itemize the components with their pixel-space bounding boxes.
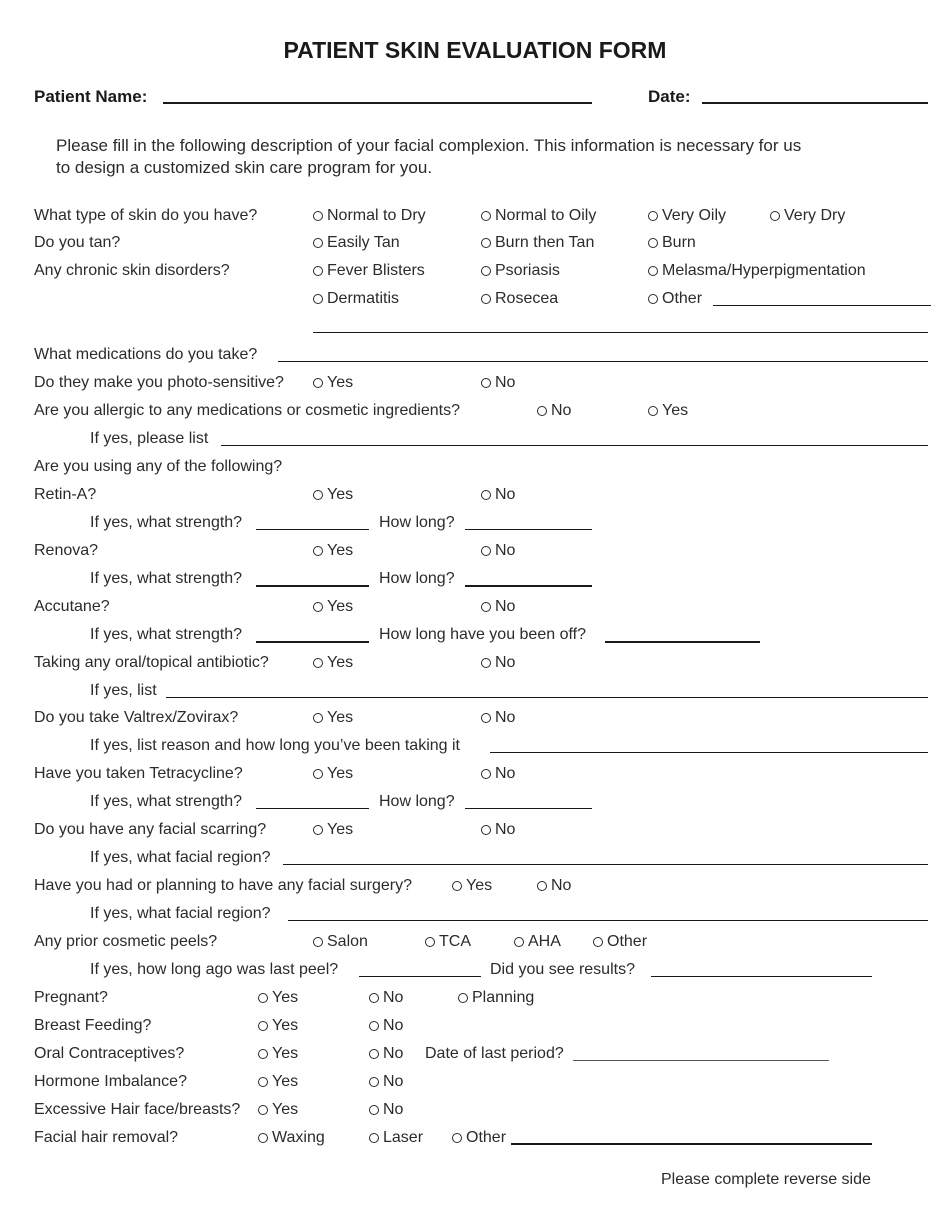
radio-circle-icon — [369, 1133, 379, 1143]
accutane-strength-field[interactable] — [256, 641, 369, 643]
radio-circle-icon — [481, 602, 491, 612]
skin-type-very-dry-radio[interactable]: Very Dry — [770, 207, 845, 225]
hair-removal-other-field[interactable] — [511, 1143, 872, 1145]
valtrex-yes-radio[interactable]: Yes — [313, 709, 353, 727]
peels-question: Any prior cosmetic peels? — [34, 933, 218, 950]
radio-circle-icon — [369, 1105, 379, 1115]
radio-circle-icon — [313, 769, 323, 779]
radio-circle-icon — [313, 378, 323, 388]
photo-yes-radio[interactable]: Yes — [313, 374, 353, 392]
renova-strength-field[interactable] — [256, 585, 369, 587]
radio-circle-icon — [313, 490, 323, 500]
radio-circle-icon — [313, 602, 323, 612]
allergic-no-radio[interactable]: No — [537, 402, 571, 420]
tan-burn-radio[interactable]: Burn — [648, 234, 696, 252]
antibiotic-followup-label: If yes, list — [90, 682, 157, 699]
renova-how-long-field[interactable] — [465, 585, 592, 587]
radio-circle-icon — [481, 713, 491, 723]
patient-name-field[interactable] — [163, 102, 592, 104]
radio-circle-icon — [369, 1077, 379, 1087]
excessive-hair-no-radio[interactable]: No — [369, 1101, 403, 1119]
disorder-extra-field[interactable] — [313, 332, 928, 333]
surgery-yes-radio[interactable]: Yes — [452, 877, 492, 895]
radio-circle-icon — [258, 1133, 268, 1143]
peel-other-radio[interactable]: Other — [593, 933, 647, 951]
contraceptives-question: Oral Contraceptives? — [34, 1045, 185, 1062]
disorder-rosecea-radio[interactable]: Rosecea — [481, 290, 558, 308]
scarring-question: Do you have any facial scarring? — [34, 821, 267, 838]
allergic-followup-label: If yes, please list — [90, 430, 209, 447]
renova-question: Renova? — [34, 542, 99, 559]
radio-circle-icon — [258, 1105, 268, 1115]
tan-burn-then-tan-radio[interactable]: Burn then Tan — [481, 234, 594, 252]
tetracycline-strength-field[interactable] — [256, 808, 369, 809]
peel-aha-radio[interactable]: AHA — [514, 933, 561, 951]
radio-circle-icon — [481, 211, 491, 221]
reverse-side-note: Please complete reverse side — [661, 1171, 871, 1188]
medications-question: What medications do you take? — [34, 346, 258, 363]
antibiotic-yes-radio[interactable]: Yes — [313, 654, 353, 672]
retina-yes-radio[interactable]: Yes — [313, 486, 353, 504]
radio-circle-icon — [313, 825, 323, 835]
accutane-yes-radio[interactable]: Yes — [313, 598, 353, 616]
antibiotic-no-radio[interactable]: No — [481, 654, 515, 672]
intro-line-2: to design a customized skin care program for you. — [56, 158, 433, 177]
renova-no-radio[interactable]: No — [481, 542, 515, 560]
retina-how-long-field[interactable] — [465, 529, 592, 530]
skin-type-very-oily-radio[interactable]: Very Oily — [648, 207, 726, 225]
hair-removal-question: Facial hair removal? — [34, 1129, 179, 1146]
antibiotic-list-field[interactable] — [166, 697, 928, 698]
tetracycline-strength-label: If yes, what strength? — [90, 793, 243, 810]
radio-circle-icon — [369, 1049, 379, 1059]
skin-type-question: What type of skin do you have? — [34, 207, 258, 224]
surgery-question: Have you had or planning to have any facial surgery? — [34, 877, 413, 894]
radio-circle-icon — [313, 937, 323, 947]
scarring-no-radio[interactable]: No — [481, 821, 515, 839]
excessive-hair-question: Excessive Hair face/breasts? — [34, 1101, 241, 1118]
scarring-followup-label: If yes, what facial region? — [90, 849, 271, 866]
using-following-heading: Are you using any of the following? — [34, 458, 283, 475]
tan-easily-radio[interactable]: Easily Tan — [313, 234, 400, 252]
peel-results-label: Did you see results? — [490, 961, 635, 978]
retina-strength-field[interactable] — [256, 529, 369, 530]
disorder-psoriasis-radio[interactable]: Psoriasis — [481, 262, 560, 280]
intro-line-1: Please fill in the following description of your facial complexion. This information is necessary for us — [56, 136, 802, 155]
breastfeeding-question: Breast Feeding? — [34, 1017, 152, 1034]
radio-circle-icon — [537, 406, 547, 416]
peel-tca-radio[interactable]: TCA — [425, 933, 471, 951]
radio-circle-icon — [258, 1049, 268, 1059]
date-label: Date: — [648, 87, 691, 106]
scarring-yes-radio[interactable]: Yes — [313, 821, 353, 839]
radio-circle-icon — [313, 211, 323, 221]
date-field[interactable] — [702, 102, 928, 104]
retina-no-radio[interactable]: No — [481, 486, 515, 504]
hair-removal-waxing-radio[interactable]: Waxing — [258, 1129, 325, 1147]
radio-circle-icon — [481, 825, 491, 835]
tetracycline-no-radio[interactable]: No — [481, 765, 515, 783]
radio-circle-icon — [481, 658, 491, 668]
disorder-fever-blisters-radio[interactable]: Fever Blisters — [313, 262, 425, 280]
page-title: PATIENT SKIN EVALUATION FORM — [283, 37, 667, 63]
renova-yes-radio[interactable]: Yes — [313, 542, 353, 560]
radio-circle-icon — [648, 266, 658, 276]
breastfeeding-yes-radio[interactable]: Yes — [258, 1017, 298, 1035]
valtrex-no-radio[interactable]: No — [481, 709, 515, 727]
tetracycline-question: Have you taken Tetracycline? — [34, 765, 243, 782]
radio-circle-icon — [313, 294, 323, 304]
antibiotic-question: Taking any oral/topical antibiotic? — [34, 654, 269, 671]
photo-sensitive-question: Do they make you photo-sensitive? — [34, 374, 284, 391]
excessive-hair-yes-radio[interactable]: Yes — [258, 1101, 298, 1119]
tan-question: Do you tan? — [34, 234, 121, 251]
hair-removal-other-radio[interactable]: Other — [452, 1129, 506, 1147]
radio-circle-icon — [369, 1021, 379, 1031]
accutane-how-long-off-label: How long have you been off? — [379, 626, 586, 643]
skin-type-normal-oily-radio[interactable]: Normal to Oily — [481, 207, 596, 225]
radio-circle-icon — [452, 1133, 462, 1143]
retina-how-long-label: How long? — [379, 514, 455, 531]
radio-circle-icon — [481, 378, 491, 388]
retina-question: Retin-A? — [34, 486, 97, 503]
hormone-no-radio[interactable]: No — [369, 1073, 403, 1091]
last-peel-label: If yes, how long ago was last peel? — [90, 961, 339, 978]
medications-field[interactable] — [278, 361, 928, 362]
accutane-question: Accutane? — [34, 598, 110, 615]
last-period-label: Date of last period? — [425, 1045, 564, 1062]
radio-circle-icon — [770, 211, 780, 221]
surgery-followup-label: If yes, what facial region? — [90, 905, 271, 922]
disorder-other-field[interactable] — [713, 305, 931, 306]
skin-type-normal-dry-radio[interactable]: Normal to Dry — [313, 207, 426, 225]
disorder-other-radio[interactable]: Other — [648, 290, 702, 308]
valtrex-question: Do you take Valtrex/Zovirax? — [34, 709, 239, 726]
hormone-yes-radio[interactable]: Yes — [258, 1073, 298, 1091]
accutane-how-long-off-field[interactable] — [605, 641, 760, 643]
tetracycline-how-long-field[interactable] — [465, 808, 592, 809]
accutane-no-radio[interactable]: No — [481, 598, 515, 616]
allergic-question: Are you allergic to any medications or cosmetic ingredients? — [34, 402, 460, 419]
radio-circle-icon — [648, 406, 658, 416]
pregnant-yes-radio[interactable]: Yes — [258, 989, 298, 1007]
renova-how-long-label: How long? — [379, 570, 455, 587]
pregnant-question: Pregnant? — [34, 989, 108, 1006]
renova-strength-label: If yes, what strength? — [90, 570, 243, 587]
patient-name-label: Patient Name: — [34, 87, 148, 106]
radio-circle-icon — [258, 1077, 268, 1087]
radio-circle-icon — [648, 211, 658, 221]
radio-circle-icon — [313, 238, 323, 248]
radio-circle-icon — [481, 546, 491, 556]
surgery-no-radio[interactable]: No — [537, 877, 571, 895]
pregnant-no-radio[interactable]: No — [369, 989, 403, 1007]
radio-circle-icon — [369, 993, 379, 1003]
allergic-yes-radio[interactable]: Yes — [648, 402, 688, 420]
pregnant-planning-radio[interactable]: Planning — [458, 989, 534, 1007]
allergic-list-field[interactable] — [221, 445, 928, 446]
tetracycline-yes-radio[interactable]: Yes — [313, 765, 353, 783]
hair-removal-laser-radio[interactable]: Laser — [369, 1129, 423, 1147]
breastfeeding-no-radio[interactable]: No — [369, 1017, 403, 1035]
surgery-region-field[interactable] — [288, 920, 928, 921]
scarring-region-field[interactable] — [283, 864, 928, 865]
radio-circle-icon — [537, 881, 547, 891]
radio-circle-icon — [481, 769, 491, 779]
radio-circle-icon — [458, 993, 468, 1003]
contraceptives-no-radio[interactable]: No — [369, 1045, 403, 1063]
disorder-dermatitis-radio[interactable]: Dermatitis — [313, 290, 399, 308]
accutane-strength-label: If yes, what strength? — [90, 626, 243, 643]
photo-no-radio[interactable]: No — [481, 374, 515, 392]
peel-salon-radio[interactable]: Salon — [313, 933, 368, 951]
contraceptives-yes-radio[interactable]: Yes — [258, 1045, 298, 1063]
radio-circle-icon — [258, 1021, 268, 1031]
radio-circle-icon — [425, 937, 435, 947]
valtrex-followup-label: If yes, list reason and how long you’ve been taking it — [90, 737, 460, 754]
radio-circle-icon — [514, 937, 524, 947]
disorder-melasma-radio[interactable]: Melasma/Hyperpigmentation — [648, 262, 866, 280]
last-peel-field[interactable] — [359, 976, 481, 977]
peel-results-field[interactable] — [651, 976, 872, 977]
last-period-field[interactable] — [573, 1060, 829, 1061]
radio-circle-icon — [481, 294, 491, 304]
radio-circle-icon — [481, 266, 491, 276]
radio-circle-icon — [452, 881, 462, 891]
radio-circle-icon — [593, 937, 603, 947]
radio-circle-icon — [648, 238, 658, 248]
disorders-question: Any chronic skin disorders? — [34, 262, 230, 279]
hormone-question: Hormone Imbalance? — [34, 1073, 187, 1090]
radio-circle-icon — [481, 490, 491, 500]
tetracycline-how-long-label: How long? — [379, 793, 455, 810]
retina-strength-label: If yes, what strength? — [90, 514, 243, 531]
radio-circle-icon — [258, 993, 268, 1003]
radio-circle-icon — [313, 713, 323, 723]
radio-circle-icon — [313, 658, 323, 668]
valtrex-reason-field[interactable] — [490, 752, 928, 753]
radio-circle-icon — [313, 266, 323, 276]
radio-circle-icon — [481, 238, 491, 248]
radio-circle-icon — [313, 546, 323, 556]
radio-circle-icon — [648, 294, 658, 304]
